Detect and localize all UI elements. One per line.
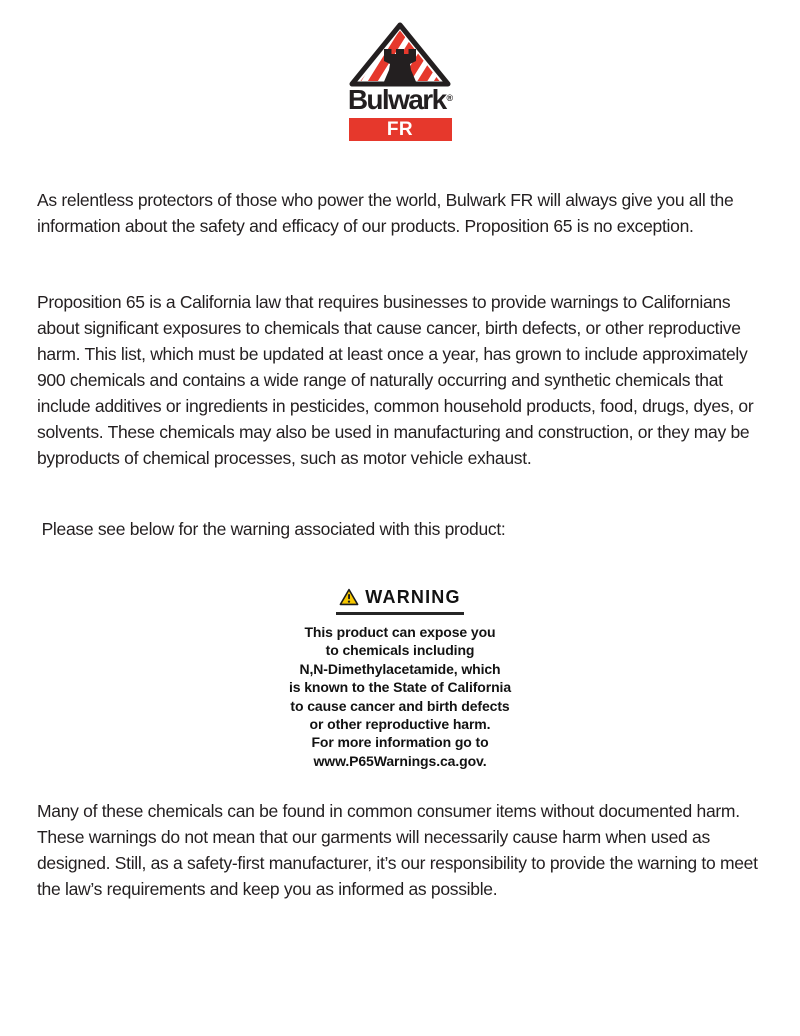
fr-badge-text: FR — [386, 118, 414, 140]
warning-text-line: This product can expose you — [304, 624, 496, 640]
prop65-description-paragraph: Proposition 65 is a California law that requires businesses to provide warnings to Californians about significant exposures to chemicals that cause cancer, birth defects, or other reproductive harm. This list, which must be updated at least once a year, has grown to include approximately 900 chemicals and contains a wide range of naturally occurring and synthetic chemicals that include additives or ingredients in pesticides, common household products, food, drugs, dyes, or solvents. These chemicals may also be used in manufacturing and construction, or they may be byproducts of chemical processes, such as motor vehicle exhaust. — [37, 292, 754, 468]
warning-text-line: N,N-Dimethylacetamide, which — [299, 660, 501, 677]
warning-title: WARNING — [365, 587, 461, 607]
warning-text-line: to cause cancer and birth defects — [290, 697, 510, 714]
warning-text-line: is known to the State of California — [288, 679, 512, 696]
see-below-text: Please see below for the warning associated with this product: — [37, 519, 506, 539]
warning-underline — [336, 612, 464, 615]
brand-name — [347, 84, 454, 115]
warning-website-text: www.P65Warnings.ca.gov. — [313, 752, 487, 769]
bulwark-logo — [348, 21, 452, 141]
registered-mark: ® — [446, 93, 454, 103]
brand-name-text: Bulwark — [347, 84, 446, 115]
warning-text-line: For more information go to — [311, 734, 489, 751]
closing-paragraph: Many of these chemicals can be found in common consumer items without documented harm. These warnings do not mean that our garments will necessarily cause harm when used as designed. Still, as a safety-first manufacturer, it’s our responsibility to provide the warning to meet the law’s requirements and keep you as informed as possible. — [37, 801, 758, 899]
fr-badge — [349, 118, 452, 141]
logo-triangle-icon — [348, 21, 452, 87]
intro-paragraph: As relentless protectors of those who power the world, Bulwark FR will always give you all the information about the safety and efficacy of our products. Proposition 65 is no exception. — [37, 190, 734, 236]
warning-label — [260, 588, 540, 770]
warning-triangle-icon — [339, 588, 359, 606]
warning-text-line: to chemicals including — [325, 642, 475, 659]
warning-header — [260, 588, 540, 606]
warning-text-line: or other reproductive harm. — [309, 716, 491, 733]
